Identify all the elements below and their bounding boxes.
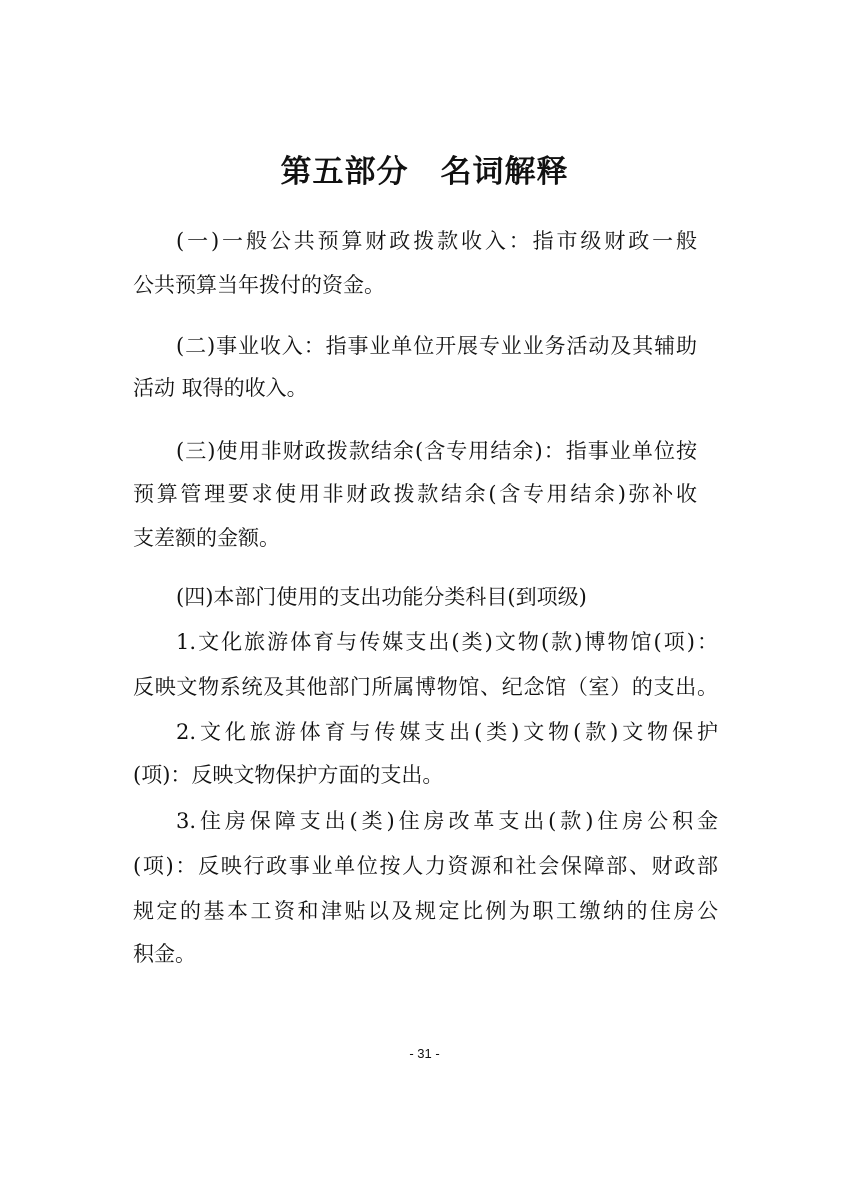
item-3-line-2: (项)：反映行政事业单位按人力资源和社会保障部、财政部	[133, 854, 718, 878]
paragraph-1-line-1: (一)一般公共预算财政拨款收入：指市级财政一般	[176, 229, 697, 253]
paragraph-1-line-2: 公共预算当年拨付的资金。	[133, 273, 385, 297]
paragraph-3-line-1: (三)使用非财政拨款结余(含专用结余)：指事业单位按	[176, 439, 697, 463]
paragraph-3-line-2: 预算管理要求使用非财政拨款结余(含专用结余)弥补收	[133, 482, 697, 506]
paragraph-2-line-2: 活动 取得的收入。	[133, 376, 308, 400]
item-3-line-3: 规定的基本工资和津贴以及规定比例为职工缴纳的住房公	[133, 899, 718, 923]
item-1-line-2: 反映文物系统及其他部门所属博物馆、纪念馆（室）的支出。	[133, 675, 718, 699]
item-2-line-1: 2.文化旅游体育与传媒支出(类)文物(款)文物保护	[176, 720, 718, 744]
page-number: - 31 -	[409, 1046, 440, 1061]
item-3-line-4: 积金。	[133, 942, 196, 966]
paragraph-2-line-1: (二)事业收入：指事业单位开展专业业务活动及其辅助	[176, 334, 697, 358]
paragraph-4-heading: (四)本部门使用的支出功能分类科目(到项级)	[176, 585, 587, 609]
page-title: 第五部分 名词解释	[280, 154, 569, 190]
item-3-line-1: 3.住房保障支出(类)住房改革支出(款)住房公积金	[176, 809, 718, 833]
paragraph-3-line-3: 支差额的金额。	[133, 526, 280, 550]
item-2-line-2: (项)：反映文物保护方面的支出。	[133, 763, 444, 787]
item-1-line-1: 1.文化旅游体育与传媒支出(类)文物(款)博物馆(项)：	[176, 630, 718, 654]
